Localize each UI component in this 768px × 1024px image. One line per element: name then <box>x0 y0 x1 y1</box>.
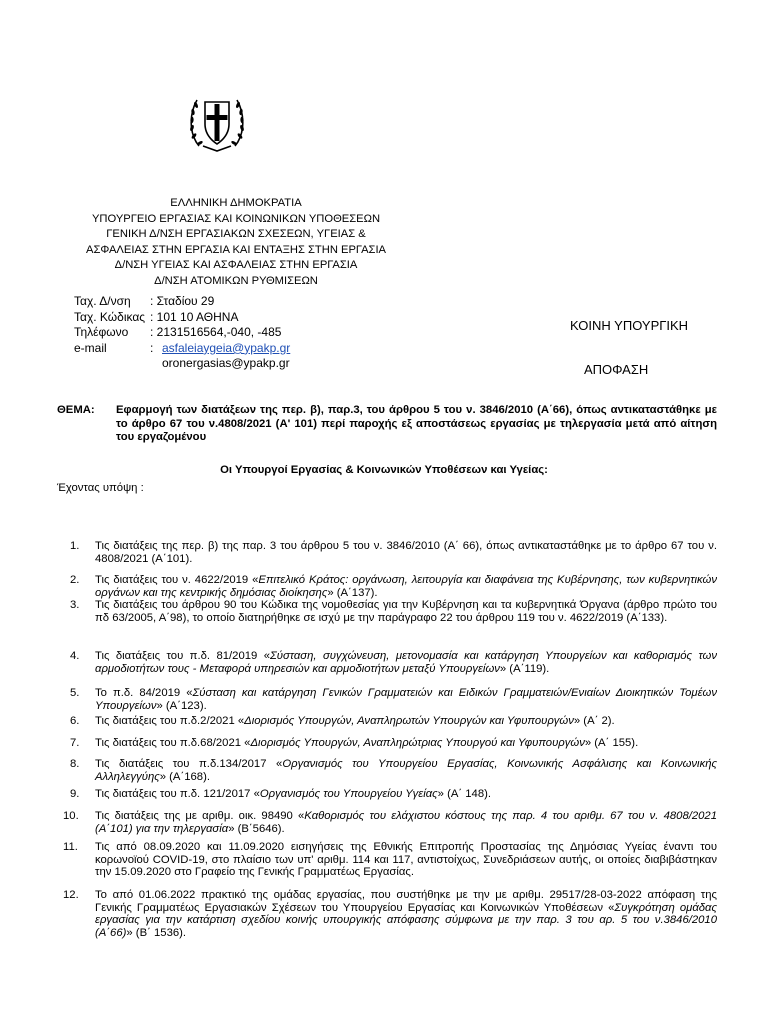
subject-text <box>116 404 717 445</box>
list-item-text <box>95 788 717 801</box>
italic-citation: Σύσταση, συγχώνευση, μετονομασία και κατάργηση Υπουργείων και καθορισμός των αρμοδιοτήτων τους - Μεταφορά υπηρεσιών και αρμοδιοτήτων μεταξύ Υπουργείων <box>95 650 717 675</box>
header-line: ΕΛΛΗΝΙΚΗ ΔΗΜΟΚΡΑΤΙΑ <box>170 197 302 209</box>
header-line: Δ/ΝΣΗ ΥΓΕΙΑΣ ΚΑΙ ΑΣΦΑΛΕΙΑΣ ΣΤΗΝ ΕΡΓΑΣΙΑ <box>114 259 358 272</box>
text-span: Τις διατάξεις της περ. β) της παρ. 3 του άρθρου 5 του ν. 3846/2010 (Α΄ 66), όπως αντικαταστάθηκε με το άρθρο 67 του ν. 4808/2021 (Α΄101). <box>95 540 717 565</box>
email-colon: : <box>150 340 154 355</box>
list-item-text <box>95 758 717 783</box>
considering-label: Έχοντας υπόψη : <box>57 482 144 494</box>
decision-title-line2: ΑΠΟΦΑΣΗ <box>584 362 649 377</box>
list-item <box>55 715 717 728</box>
list-item-number: 6. <box>70 715 80 727</box>
list-item <box>55 841 717 879</box>
list-item <box>55 687 717 712</box>
text-span: » (Α΄123). <box>156 699 207 712</box>
header-line: ΓΕΝΙΚΗ Δ/ΝΣΗ ΕΡΓΑΣΙΑΚΩΝ ΣΧΕΣΕΩΝ, ΥΓΕΙΑΣ & <box>106 228 366 241</box>
list-item-number: 8. <box>70 758 80 770</box>
italic-citation: Καθορισμός του ελάχιστου κόστους της παρ. 4 του αριθμ. 67 του ν. 4808/2021 (Α΄101) για την τηλεργασία <box>95 810 717 835</box>
text-span: Τις από 08.09.2020 και 11.09.2020 εισηγήσεις της Εθνικής Επιτροπής Προστασίας της Δημόσιας Υγείας έναντι του κορωνοϊού COVID-19, στο πλαίσιο των υπ' αριθμ. 114 και 117, αντιστοίχως, Συνεδριάσεων αυτής, οι οποίες διαβιβάστηκαν την 15.09.2020 στο Γραφείο της Γενικής Γραμματέως Εργασίας. <box>95 841 717 879</box>
text-span: Τις διατάξεις του π.δ.2/2021 « <box>95 715 245 727</box>
header-line: ΥΠΟΥΡΓΕΙΟ ΕΡΓΑΣΙΑΣ ΚΑΙ ΚΟΙΝΩΝΙΚΩΝ ΥΠΟΘΕΣΕΩΝ <box>91 212 381 225</box>
email-label: e-mail <box>74 340 107 355</box>
italic-citation: Διορισμός Υπουργών, Αναπληρωτών Υπουργών και Υφυπουργών <box>244 715 574 727</box>
text-span: » (Α΄168). <box>159 770 210 783</box>
list-item-text <box>95 737 717 750</box>
coat-of-arms-icon <box>185 84 249 156</box>
list-item-text <box>95 599 717 624</box>
text-span: » (Β΄ 1536). <box>126 926 187 939</box>
phone-label: Τηλέφωνο <box>74 325 129 340</box>
list-item <box>55 737 717 750</box>
list-item-number: 5. <box>70 687 80 699</box>
list-item <box>55 650 717 675</box>
subject-text-content: Εφαρμογή των διατάξεων της περ. β), παρ.3, του άρθρου 5 του ν. 3846/2010 (Α΄66), όπως αντικαταστάθηκε με το άρθρο 67 του ν.4808/2021 (Α' 101) περί παροχής εξ αποστάσεως εργασίας με τηλεργασία μετά από αίτηση του εργαζομένου <box>116 404 717 443</box>
text-span: » (Α΄119). <box>499 662 550 675</box>
text-span: » (Β΄5646). <box>228 822 285 835</box>
list-item <box>55 758 717 783</box>
list-item-text <box>95 574 717 599</box>
text-span: » (Α΄ 2). <box>573 715 615 727</box>
italic-citation: Διορισμός Υπουργών, Αναπληρώτριας Υπουργού και Υφυπουργών <box>250 737 585 749</box>
text-span: Τις διατάξεις του άρθρου 90 του Κώδικα της νομοθεσίας για την Κυβέρνηση και τα κυβερνητικά Όργανα (άρθρο πρώτο του πδ 63/2005, Α΄98), το οποίο διατηρήθηκε σε ισχύ με την παράγραφο 22 του άρθρου 119 του ν. 4622/2019 (Α΄133). <box>95 599 717 624</box>
text-span: Τις διατάξεις του π.δ. 121/2017 « <box>95 788 260 800</box>
list-item-text <box>95 540 717 565</box>
list-item-text <box>95 810 717 835</box>
text-span: Τις διατάξεις του π.δ.68/2021 « <box>95 737 251 749</box>
email-working-terms: oronergasias@ypakp.gr <box>162 356 290 371</box>
postcode-label: Ταχ. Κώδικας <box>74 309 146 324</box>
address-value: : Σταδίου 29 <box>150 294 215 308</box>
text-span: » (Α΄137). <box>327 586 378 599</box>
ministers-heading: Οι Υπουργοί Εργασίας & Κοινωνικών Υποθέσεων και Υγείας: <box>220 464 548 476</box>
text-span: Το από 01.06.2022 πρακτικό της ομάδας εργασίας, που συστήθηκε με την με αριθμ. 29517/28-03-2022 απόφαση της Γενικής Γραμματέως Εργασιακών Σχέσεων του Υπουργείου Εργασίας και Κοινωνικών Υποθέσεων « <box>95 889 717 914</box>
italic-citation: Οργανισμός του Υπουργείου Υγείας <box>259 788 438 800</box>
list-item <box>55 889 717 939</box>
list-item-number: 4. <box>70 650 80 662</box>
list-item-text <box>95 889 717 939</box>
subject-block <box>57 404 717 445</box>
header-line: ΑΣΦΑΛΕΙΑΣ ΣΤΗΝ ΕΡΓΑΣΙΑ ΚΑΙ ΕΝΤΑΞΗΣ ΣΤΗΝ ΕΡΓΑΣΙΑ <box>85 243 387 256</box>
list-item <box>55 810 717 835</box>
list-item-text <box>95 715 717 728</box>
text-span: » (Α΄ 155). <box>584 737 639 749</box>
email-link-safety[interactable]: asfaleiaygeia@ypakp.gr <box>162 340 291 355</box>
list-item-number: 7. <box>70 737 80 749</box>
list-item-number: 1. <box>70 540 80 552</box>
phone-value: : 2131516564,-040, -485 <box>150 325 282 340</box>
text-span: Τις διατάξεις του ν. 4622/2019 « <box>95 574 259 586</box>
list-item-number: 2. <box>70 574 80 586</box>
list-item-number: 12. <box>63 889 79 901</box>
text-span: Τις διατάξεις της με αριθμ. οικ. 98490 « <box>95 810 305 822</box>
list-item-number: 9. <box>70 788 80 800</box>
list-item-number: 11. <box>63 841 78 853</box>
address-label: Ταχ. Δ/νση <box>74 294 131 308</box>
italic-citation: Σύσταση και κατάργηση Γενικών Γραμματειών και Ειδικών Γραμματειών/Ενιαίων Διοικητικών Τομέων Υπουργείων <box>95 687 717 712</box>
authority-header <box>56 196 416 290</box>
list-item-text <box>95 650 717 675</box>
list-item-text <box>95 687 717 712</box>
decision-title-line1: ΚΟΙΝΗ ΥΠΟΥΡΓΙΚΗ <box>570 318 689 333</box>
italic-citation: Οργανισμός του Υπουργείου Εργασίας, Κοινωνικής Ασφάλισης και Κοινωνικής Αλληλεγγύης <box>95 758 717 783</box>
list-item <box>55 788 717 801</box>
text-span: Τις διατάξεις του π.δ.134/2017 « <box>95 758 283 770</box>
list-item-text <box>95 841 717 879</box>
text-span: Το π.δ. 84/2019 « <box>95 687 193 699</box>
list-item <box>55 599 717 624</box>
text-span: Τις διατάξεις του π.δ. 81/2019 « <box>95 650 270 662</box>
list-item <box>55 540 717 565</box>
text-span: » (Α΄ 148). <box>437 788 492 800</box>
italic-citation: Επιτελικό Κράτος: οργάνωση, λειτουργία και διαφάνεια της Κυβέρνησης, των κυβερνητικών οργάνων και της κεντρικής δημόσιας διοίκησης <box>95 574 718 599</box>
subject-label: ΘΕΜΑ: <box>57 404 95 416</box>
italic-citation: Συγκρότηση ομάδας εργασίας για την κατάρτιση σχεδίου κοινής υπουργικής απόφασης σύμφωνα με την παρ. 3 του αρ. 5 του ν.3846/2010 (Α΄66) <box>95 901 717 939</box>
postcode-value: : 101 10 ΑΘΗΝΑ <box>150 309 239 324</box>
header-line: Δ/ΝΣΗ ΑΤΟΜΙΚΩΝ ΡΥΘΜΙΣΕΩΝ <box>154 274 318 287</box>
list-item <box>55 574 717 599</box>
list-item-number: 10. <box>63 810 79 822</box>
list-item-number: 3. <box>70 599 80 611</box>
